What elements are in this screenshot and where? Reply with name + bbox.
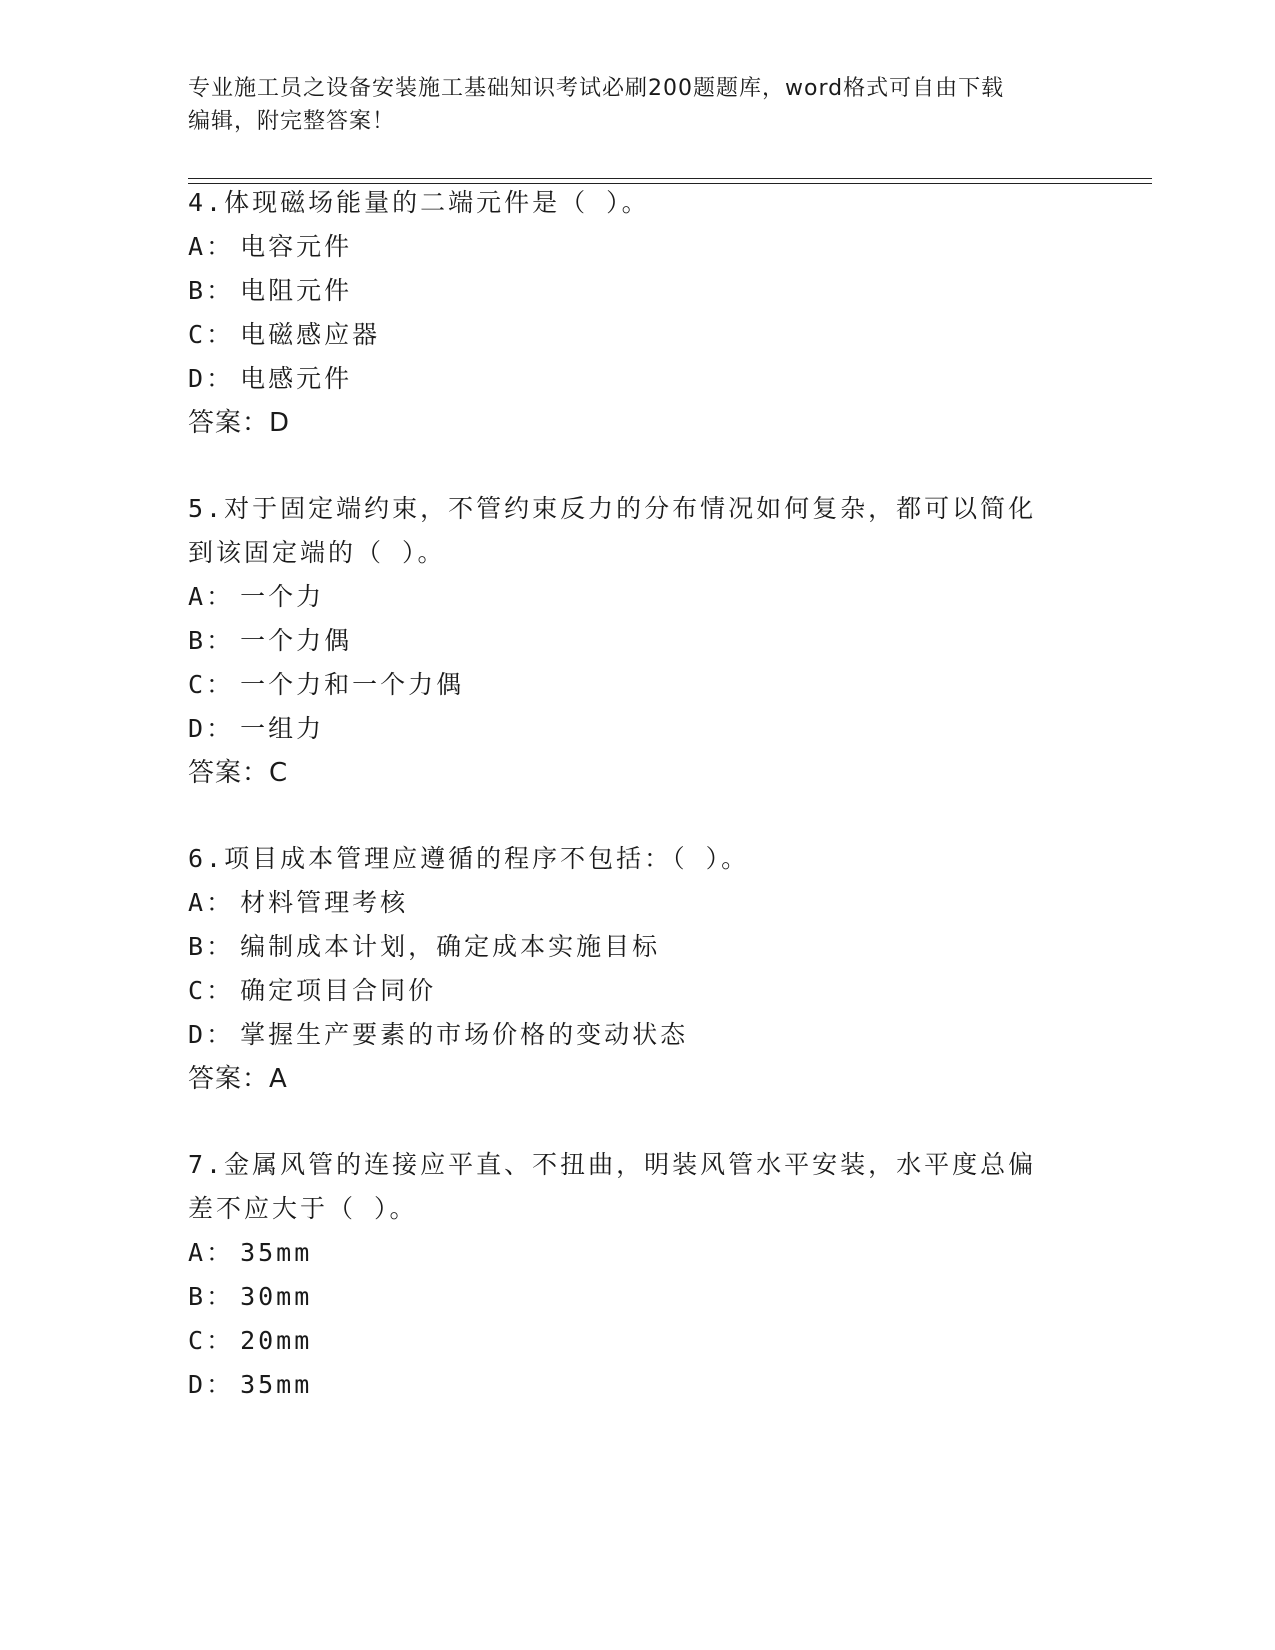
option-text: 确定项目合同价 <box>240 976 437 1005</box>
option-text: 电感元件 <box>240 364 353 393</box>
option-letter: B <box>188 276 207 305</box>
option-letter: A <box>188 1238 207 1267</box>
option-separator: ： <box>206 1326 235 1355</box>
question-7-stem-line-1: 7.金属风管的连接应平直、不扭曲，明装风管水平安装，水平度总偏 <box>188 1150 1037 1179</box>
option-text: 电磁感应器 <box>240 320 381 349</box>
option-text: 编制成本计划，确定成本实施目标 <box>240 932 661 961</box>
option-letter: B <box>188 626 207 655</box>
question-7-option-d <box>188 1368 312 1402</box>
question-5-option-d <box>188 712 324 746</box>
option-text: 一个力 <box>240 582 325 611</box>
question-5-option-c <box>188 668 464 702</box>
option-text: 电阻元件 <box>240 276 353 305</box>
option-letter: C <box>188 1326 207 1355</box>
question-4-option-c <box>188 318 380 352</box>
question-6-answer: 答案：A <box>188 1064 288 1094</box>
header-divider-top <box>188 178 1152 179</box>
question-5-option-b <box>188 624 352 658</box>
option-text: 电容元件 <box>240 232 353 261</box>
question-5-answer: 答案：C <box>188 758 289 788</box>
option-letter: A <box>188 232 207 261</box>
question-7-option-c <box>188 1324 312 1358</box>
option-letter: D <box>188 364 207 393</box>
question-6-option-c <box>188 974 436 1008</box>
option-separator: ： <box>206 932 235 961</box>
header-divider-bottom <box>188 183 1152 184</box>
option-letter: D <box>188 1020 207 1049</box>
option-separator: ： <box>206 1238 235 1267</box>
header-line-2: 编辑，附完整答案！ <box>188 109 396 134</box>
option-separator: ： <box>206 1020 235 1049</box>
option-text: 35mm <box>240 1370 313 1399</box>
option-text: 材料管理考核 <box>240 888 409 917</box>
option-separator: ： <box>206 670 235 699</box>
option-text: 35mm <box>240 1238 313 1267</box>
option-letter: B <box>188 932 207 961</box>
option-text: 一组力 <box>240 714 325 743</box>
question-4-option-b <box>188 274 352 308</box>
option-separator: ： <box>206 626 235 655</box>
question-4-stem: 4.体现磁场能量的二端元件是（ ）。 <box>188 188 650 217</box>
option-letter: C <box>188 320 207 349</box>
option-letter: C <box>188 670 207 699</box>
option-separator: ： <box>206 714 235 743</box>
question-5-stem-line-2: 到该固定端的（ ）。 <box>188 538 446 567</box>
question-4-answer: 答案：D <box>188 408 291 438</box>
question-6-option-b <box>188 930 660 964</box>
option-separator: ： <box>206 364 235 393</box>
question-6-option-a <box>188 886 408 920</box>
option-text: 20mm <box>240 1326 313 1355</box>
option-separator: ： <box>206 976 235 1005</box>
question-7-option-b <box>188 1280 312 1314</box>
option-text: 掌握生产要素的市场价格的变动状态 <box>240 1020 689 1049</box>
document-header <box>188 72 1088 138</box>
question-5-stem-line-1: 5.对于固定端约束，不管约束反力的分布情况如何复杂，都可以简化 <box>188 494 1037 523</box>
option-letter: D <box>188 1370 207 1399</box>
option-separator: ： <box>206 1370 235 1399</box>
option-separator: ： <box>206 888 235 917</box>
option-letter: A <box>188 888 207 917</box>
option-text: 一个力偶 <box>240 626 353 655</box>
option-separator: ： <box>206 320 235 349</box>
question-6-stem: 6.项目成本管理应遵循的程序不包括：（ ）。 <box>188 844 750 873</box>
option-letter: B <box>188 1282 207 1311</box>
question-5-option-a <box>188 580 324 614</box>
question-7-stem-line-2: 差不应大于（ ）。 <box>188 1194 418 1223</box>
option-text: 一个力和一个力偶 <box>240 670 465 699</box>
option-separator: ： <box>206 582 235 611</box>
question-4-option-d <box>188 362 352 396</box>
header-line-1: 专业施工员之设备安装施工基础知识考试必刷200题题库，word格式可自由下载 <box>188 76 1005 101</box>
option-text: 30mm <box>240 1282 313 1311</box>
option-letter: A <box>188 582 207 611</box>
question-4-option-a <box>188 230 352 264</box>
option-separator: ： <box>206 276 235 305</box>
option-separator: ： <box>206 232 235 261</box>
option-letter: C <box>188 976 207 1005</box>
option-separator: ： <box>206 1282 235 1311</box>
question-7-option-a <box>188 1236 312 1270</box>
question-6-option-d <box>188 1018 688 1052</box>
option-letter: D <box>188 714 207 743</box>
